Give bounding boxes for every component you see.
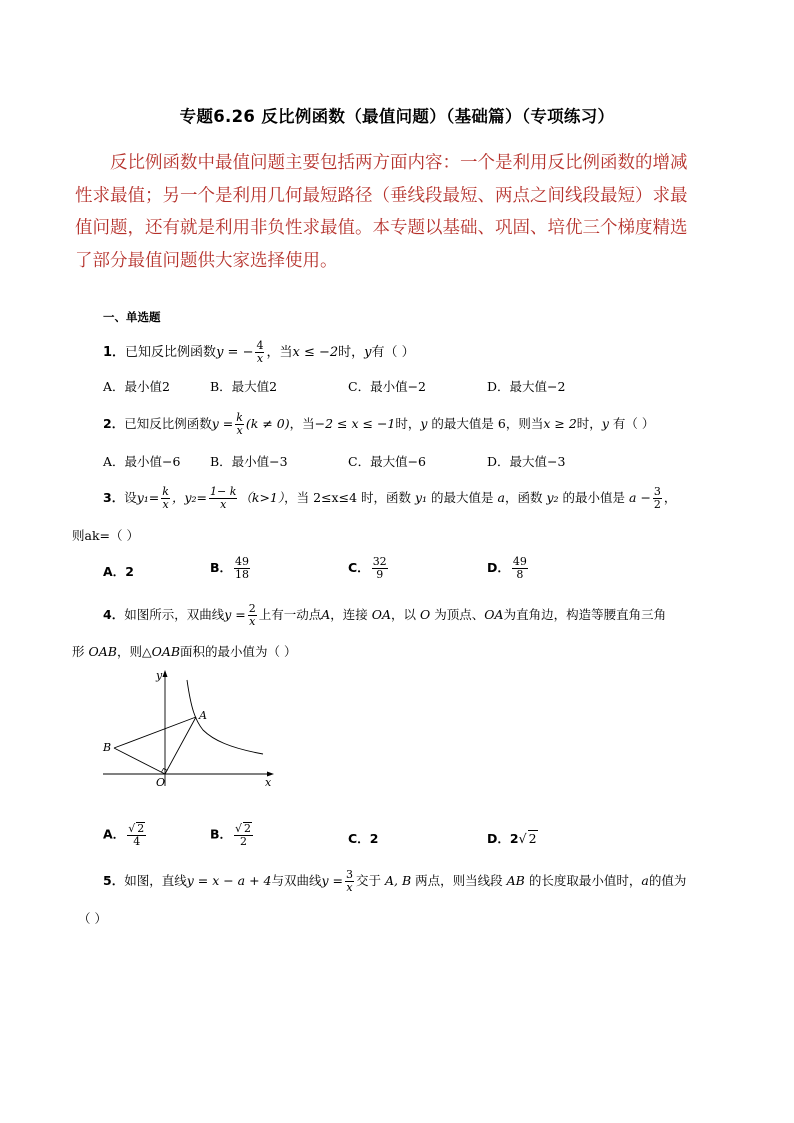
math-expr: −2 ≤ x ≤ −1	[314, 416, 396, 431]
option-c[interactable]: C．最大值−6	[348, 454, 426, 469]
question-5-line-2: （ ）	[78, 911, 107, 926]
question-text: ，连接	[330, 607, 368, 622]
math-expr: a −	[625, 490, 651, 505]
option-d[interactable]: D．2√ 2	[487, 831, 537, 846]
fraction: $\frac{2}{x}$	[248, 602, 256, 628]
option-c[interactable]: C．2	[348, 831, 379, 846]
math-var: O	[416, 607, 435, 622]
label-B: B	[103, 741, 112, 754]
question-text: ，则△	[116, 644, 152, 659]
fraction: $\frac{3}{x}$	[346, 868, 354, 894]
math-expr: y =	[224, 607, 246, 622]
question-text: 为直角边，构造等腰直角三角	[503, 607, 667, 622]
math-var: AB	[502, 873, 529, 888]
intro-line: 反比例函数中最值问题主要包括两方面内容：一个是利用反比例函数的增减	[110, 153, 688, 173]
question-text: ，函数	[504, 490, 543, 505]
label-y: y	[156, 669, 163, 682]
question-3	[103, 486, 676, 511]
option-a[interactable]: A．最小值−6	[103, 454, 181, 469]
intro-paragraph	[75, 147, 725, 277]
math-expr: y =	[321, 873, 344, 888]
question-text: 已知反比例函数	[125, 345, 217, 360]
question-number: 4．	[103, 607, 125, 622]
segment-OA	[165, 717, 196, 774]
math-expr: y = x − a + 4	[186, 873, 272, 888]
fraction: $\frac{k}{x}$	[162, 485, 169, 511]
math-var: y	[420, 416, 428, 431]
math-expr: x ≤ −2	[292, 345, 339, 360]
intro-line: 了部分最值问题供大家选择使用。	[75, 250, 338, 271]
question-text: 上有一动点	[258, 607, 322, 622]
option-d[interactable]: D．最大值−2	[487, 379, 566, 394]
fraction: $\frac{√ 2}{2}$	[235, 822, 252, 848]
question-text: 有（ ）	[371, 345, 415, 360]
question-number: 1．	[103, 345, 126, 360]
question-number: 3．	[103, 490, 125, 505]
question-text: 已知反比例函数	[124, 416, 212, 431]
math-var: OA	[367, 607, 392, 622]
question-text: 如图所示，双曲线	[124, 607, 225, 622]
math-var: A, B	[381, 873, 416, 888]
q4-figure	[95, 668, 280, 790]
page-title: 专题6.26 反比例函数（最值问题）（基础篇）（专项练习）	[179, 107, 615, 126]
math-expr: y = −	[216, 345, 254, 360]
option-b[interactable]: B．最小值−3	[210, 454, 288, 469]
option-b[interactable]: B． $\frac{√ 2}{2}$	[210, 822, 252, 848]
question-text: 两点，则当线段	[415, 873, 503, 888]
label-x: x	[265, 776, 272, 789]
question-text: 形	[72, 644, 85, 659]
question-text: 的最小值是	[562, 490, 626, 505]
option-b[interactable]: B． $\frac{49}{18}$	[210, 555, 250, 581]
fraction: $\frac{k}{x}$	[236, 411, 243, 437]
option-c[interactable]: C．最小值−2	[348, 379, 426, 394]
question-number: 2．	[103, 416, 125, 431]
math-var: y₁	[411, 490, 432, 505]
question-text: ，当	[266, 345, 293, 360]
math-var: a	[493, 490, 505, 505]
math-var: OAB	[151, 644, 181, 659]
label-A: A	[199, 709, 207, 722]
fraction: $\frac{49}{18}$	[235, 555, 250, 581]
question-text: 的长度取最小值时，	[528, 873, 642, 888]
option-d[interactable]: D． $\frac{49}{8}$	[487, 555, 527, 581]
option-a[interactable]: A． $\frac{√ 2}{4}$	[103, 822, 145, 848]
question-text: 时，	[338, 345, 365, 360]
question-text: 设	[124, 490, 137, 505]
option-a[interactable]: A．2	[103, 564, 134, 579]
option-b[interactable]: B．最大值2	[210, 379, 278, 394]
fraction: $\frac{49}{8}$	[512, 555, 527, 581]
question-1	[103, 340, 415, 365]
question-4-line-2	[72, 642, 297, 660]
math-var: OAB	[84, 644, 117, 659]
math-expr: y₁=	[136, 490, 160, 505]
math-var: A	[321, 607, 331, 622]
fraction: $\frac{4}{x}$	[256, 339, 264, 365]
question-text: ，以	[391, 607, 417, 622]
question-text: 交于	[356, 873, 382, 888]
question-5	[103, 869, 686, 894]
y-axis-arrow	[163, 670, 168, 677]
option-c[interactable]: C． $\frac{32}{9}$	[348, 555, 387, 581]
intro-line: 值问题，还有就是利用非负性求最值。本专题以基础、巩固、培优三个梯度精选	[75, 218, 688, 238]
question-text: 如图，直线	[124, 873, 187, 888]
math-var: y	[364, 345, 372, 360]
question-3-line-2: 则ak=（ ）	[72, 528, 139, 543]
question-2	[103, 412, 654, 437]
option-d[interactable]: D．最大值−3	[487, 454, 566, 469]
question-text: 面积的最小值为（ ）	[180, 644, 297, 659]
math-expr: x ≥ 2	[543, 416, 577, 431]
segment-AB	[114, 717, 196, 748]
math-expr: （k>1）	[239, 490, 285, 505]
question-text: ，	[663, 490, 677, 505]
math-expr: (k ≠ 0)	[245, 416, 290, 431]
fraction: $\frac{32}{9}$	[372, 555, 387, 581]
question-text: 时，	[576, 416, 602, 431]
question-text: ，当 2≤x≤4 时，函数	[284, 490, 411, 505]
question-text: 的最大值是 6，则当	[427, 416, 544, 431]
question-text: 为顶点、	[434, 607, 485, 622]
fraction: $\frac{3}{2}$	[653, 485, 661, 511]
question-number: 5．	[103, 873, 125, 888]
question-text: 有（ ）	[608, 416, 655, 431]
segment-BO	[114, 748, 165, 774]
math-var: y₂	[542, 490, 563, 505]
math-expr: y =	[211, 416, 234, 431]
question-text: ，当	[289, 416, 315, 431]
label-O: O	[156, 776, 166, 789]
math-var: a	[641, 873, 649, 888]
question-text: 时，	[395, 416, 421, 431]
math-var: OA	[484, 607, 504, 622]
question-text: 的最大值是	[431, 490, 494, 505]
option-a[interactable]: A．最小值2	[103, 379, 170, 394]
math-expr: ，y₂=	[171, 490, 207, 505]
fraction: $\frac{1- k}{x}$	[209, 485, 237, 511]
question-text: 的值为	[648, 873, 687, 888]
fraction: $\frac{√ 2}{4}$	[128, 822, 145, 848]
question-4	[103, 603, 666, 628]
question-text: 与双曲线	[271, 873, 322, 888]
section-heading: 一、单选题	[103, 310, 161, 324]
math-var: y	[601, 416, 609, 431]
intro-line: 性求最值；另一个是利用几何最短路径（垂线段最短、两点之间线段最短）求最	[75, 185, 688, 206]
